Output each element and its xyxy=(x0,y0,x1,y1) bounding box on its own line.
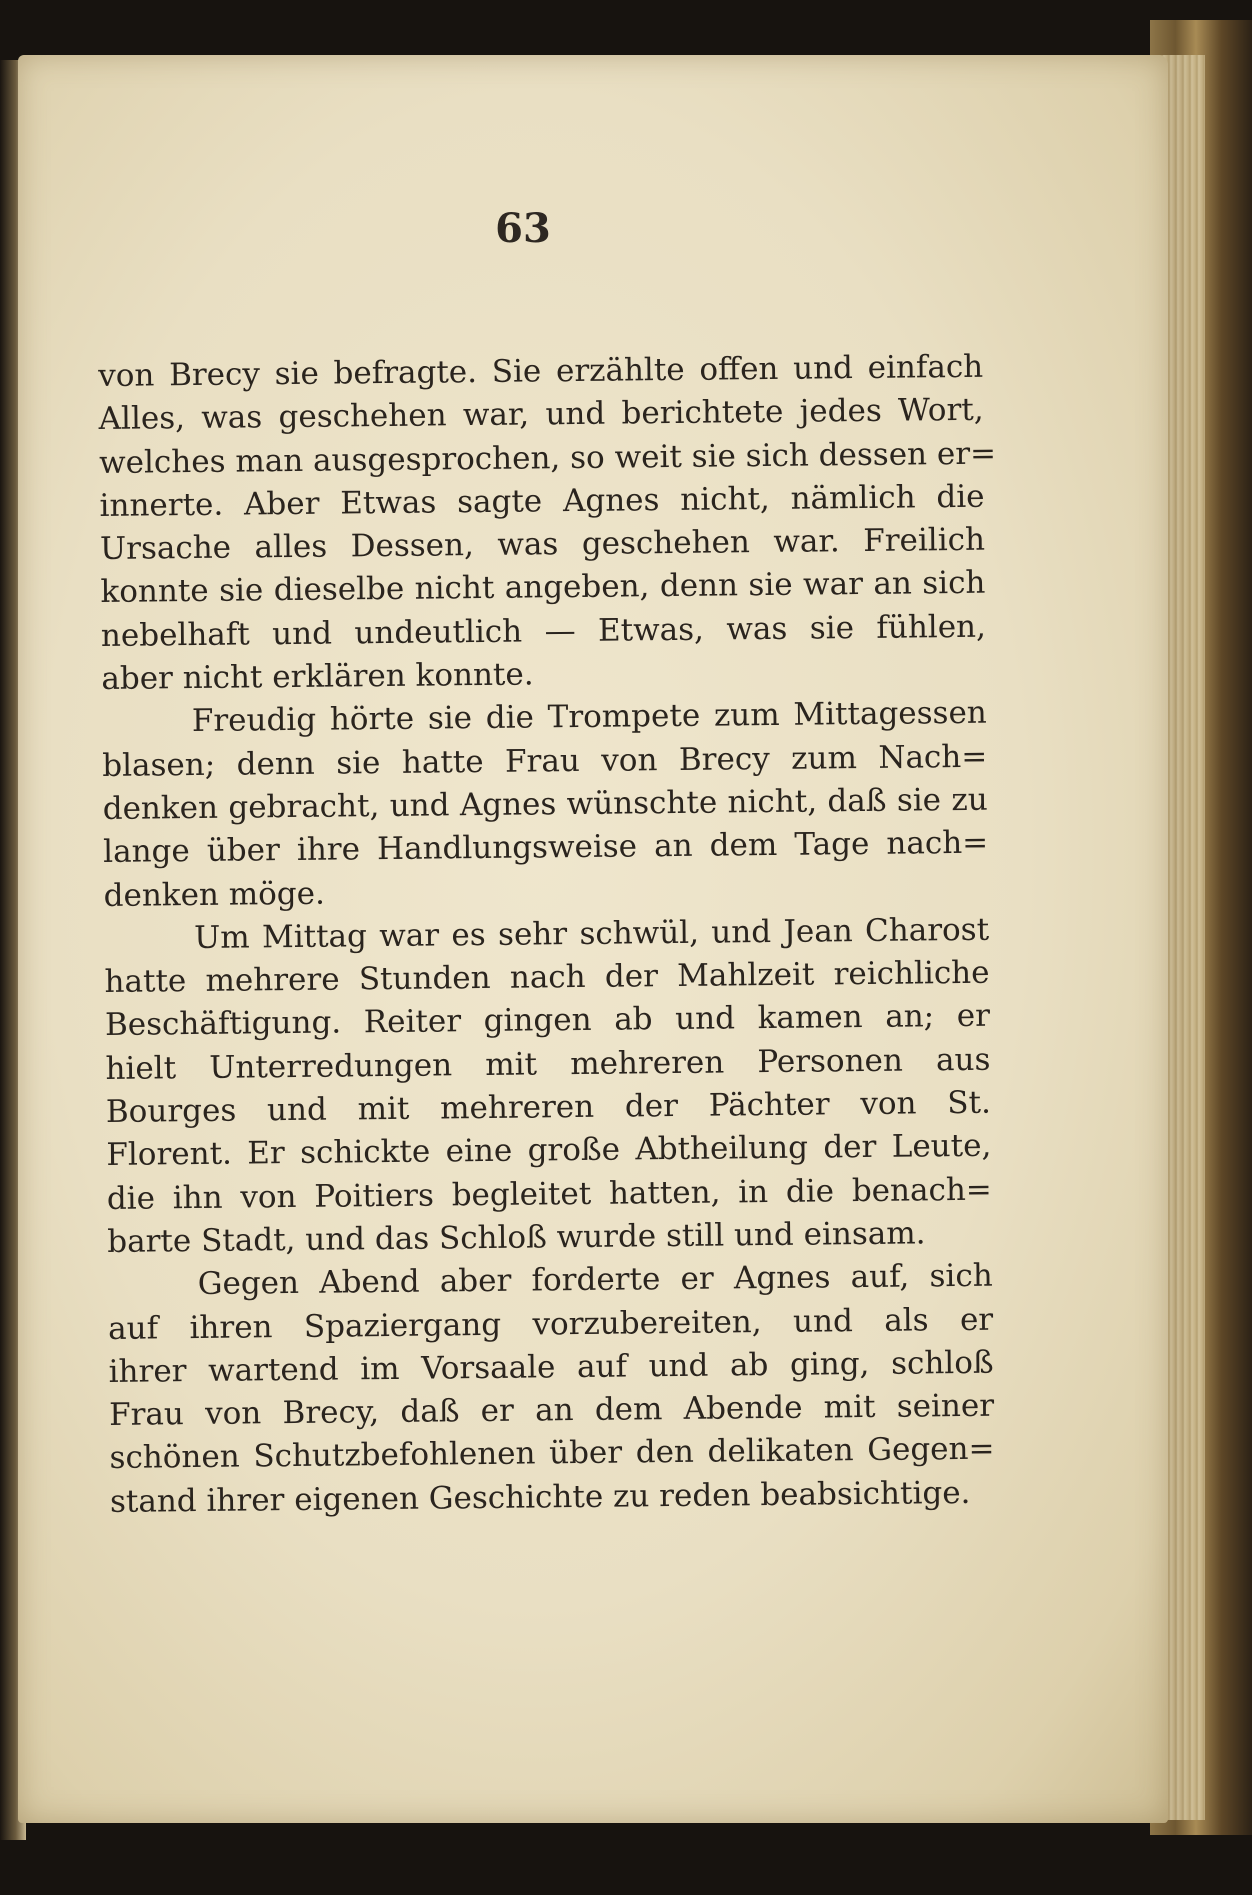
text-line: innerte. Aber Etwas sagte Agnes nicht, nämlich die xyxy=(99,478,985,524)
text-line: aber nicht erklären konnte. xyxy=(101,656,534,698)
text-line: nebelhaft und undeutlich — Etwas, was sie fühlen, xyxy=(100,608,987,654)
text-line: schönen Schutzbefohlenen über den delikaten Gegen= xyxy=(109,1431,995,1477)
text-line: Gegen Abend aber forderte er Agnes auf, sich xyxy=(197,1257,993,1303)
text-line: lange über ihre Handlungsweise an dem Tage nach= xyxy=(103,824,989,871)
text-line: Alles, was geschehen war, und berichtete jedes Wort, xyxy=(98,392,984,438)
text-line: Bourges und mit mehreren der Pächter von St. xyxy=(105,1084,992,1131)
text-line: denken gebracht, und Agnes wünschte nicht, daß sie zu xyxy=(102,781,988,827)
page-number: 63 xyxy=(495,205,551,252)
text-line: barte Stadt, und das Schloß wurde still und einsam. xyxy=(107,1215,926,1260)
text-line: denken möge. xyxy=(103,875,326,914)
text-line: hatte mehrere Stunden nach der Mahlzeit reichliche xyxy=(104,954,990,1001)
text-line: auf ihren Spaziergang vorzubereiten, und als er xyxy=(108,1301,994,1347)
book-page xyxy=(18,55,1168,1823)
text-line: blasen; denn sie hatte Frau von Brecy zum Nach= xyxy=(102,738,988,784)
text-line: stand ihrer eigenen Geschichte zu reden beabsichtige. xyxy=(109,1474,971,1520)
text-line: Freudig hörte sie die Trompete zum Mittagessen xyxy=(191,695,987,740)
text-line: Ursache alles Dessen, was geschehen war. Freilich xyxy=(99,521,986,568)
text-line: hielt Unterredungen mit mehreren Personen aus xyxy=(105,1041,991,1087)
text-line: von Brecy sie befragte. Sie erzählte offen und einfach xyxy=(98,348,984,394)
page-text xyxy=(98,346,995,1524)
text-line: die ihn von Poitiers begleitet hatten, in die benach= xyxy=(106,1171,992,1217)
text-line: Um Mittag war es sehr schwül, und Jean Charost xyxy=(193,911,990,956)
text-line: Florent. Er schickte eine große Abtheilung der Leute, xyxy=(106,1128,992,1174)
text-line: Beschäftigung. Reiter gingen ab und kamen an; er xyxy=(104,998,991,1044)
text-line: Frau von Brecy, daß er an dem Abende mit seiner xyxy=(108,1387,995,1434)
text-line: konnte sie dieselbe nicht angeben, denn sie war an sich xyxy=(100,565,986,611)
text-line: ihrer wartend im Vorsaale auf und ab ging, schloß xyxy=(108,1344,994,1390)
text-line: welches man ausgesprochen, so weit sie sich dessen er= xyxy=(98,435,997,481)
